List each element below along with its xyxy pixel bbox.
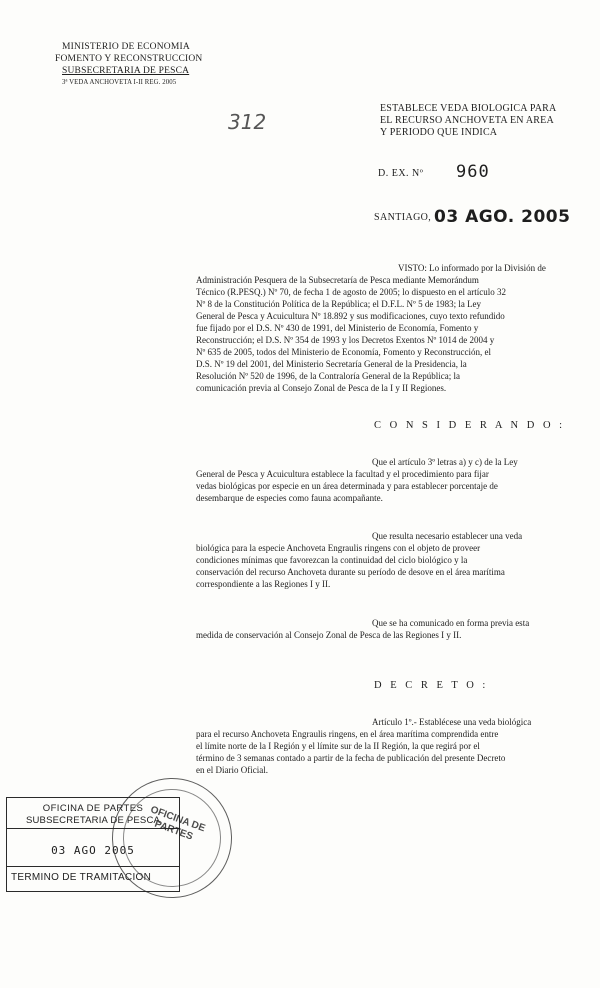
- decreto-line: el límite norte de la I Región y el límite sur de la II Región, la que regirá por el: [196, 741, 480, 751]
- decreto-line: Artículo 1º.- Establécese una veda biológica: [372, 717, 532, 727]
- considerando-paragraph-2: [196, 530, 548, 590]
- ministry-subtitle: FOMENTO Y RECONSTRUCCION: [55, 54, 203, 64]
- visto-line: Nº 635 de 2005, todos del Ministerio de Economía, Fomento y Reconstrucción, el: [196, 347, 491, 357]
- decree-number: 960: [456, 162, 490, 182]
- visto-line: VISTO: Lo informado por la División de: [398, 263, 546, 273]
- title-line-1: ESTABLECE VEDA BIOLOGICA PARA: [380, 103, 557, 114]
- seal-text: OFICINA DE PARTES: [148, 804, 207, 843]
- considerando-paragraph-1: [196, 456, 548, 504]
- visto-line: General de Pesca y Acuicultura Nº 18.892 y sus modificaciones, cuyo texto refundido: [196, 311, 505, 321]
- decree-date: 03 AGO. 2005: [434, 207, 571, 227]
- visto-line: Administración Pesquera de la Subsecretaría de Pesca mediante Memorándum: [196, 275, 479, 285]
- decreto-paragraph: [196, 716, 548, 776]
- considerando-line: correspondiente a las Regiones I y II.: [196, 579, 331, 589]
- decree-label: D. EX. Nº: [378, 168, 424, 179]
- stamp-termino: TERMINO DE TRAMITACION: [11, 872, 152, 883]
- visto-line: Resolución Nº 520 de 1996, de la Contraloría General de la República; la: [196, 371, 460, 381]
- considerando-line: medida de conservación al Consejo Zonal de Pesca de las Regiones I y II.: [196, 630, 462, 640]
- decreto-line: en el Diario Oficial.: [196, 765, 268, 775]
- considerando-line: vedas biológicas por especie en un área determinada y para establecer porcentaje de: [196, 481, 498, 491]
- title-line-2: EL RECURSO ANCHOVETA EN AREA: [380, 115, 554, 126]
- title-line-3: Y PERIODO QUE INDICA: [380, 127, 498, 138]
- stamp-subsecretaria: SUBSECRETARIA DE PESCA: [25, 815, 161, 826]
- visto-line: D.S. Nº 19 del 2001, del Ministerio Secretaría General de la Presidencia, la: [196, 359, 467, 369]
- subsecretaria-name: SUBSECRETARIA DE PESCA: [62, 66, 190, 76]
- considerando-line: Que resulta necesario establecer una veda: [372, 531, 523, 541]
- ministry-name: MINISTERIO DE ECONOMIA: [62, 42, 190, 52]
- considerando-paragraph-3: [196, 617, 548, 641]
- visto-line: Reconstrucción; el D.S. Nº 354 de 1993 y los Decretos Exentos Nº 1014 de 2004 y: [196, 335, 495, 345]
- considerando-line: desembarque de especies como fauna acompañante.: [196, 493, 383, 503]
- considerando-line: General de Pesca y Acuicultura establece la facultad y el procedimiento para fijar: [196, 469, 489, 479]
- considerando-line: Que se ha comunicado en forma previa esta: [372, 618, 530, 628]
- considerando-line: biológica para la especie Anchoveta Engraulis ringens con el objeto de proveer: [196, 543, 481, 553]
- visto-paragraph: [196, 262, 548, 394]
- decree-city: SANTIAGO,: [374, 212, 432, 223]
- handwritten-number: 312: [228, 110, 267, 134]
- visto-line: Técnico (R.PESQ.) Nº 70, de fecha 1 de agosto de 2005; lo dispuesto en el artículo 32: [196, 287, 506, 297]
- visto-line: fue fijado por el D.S. Nº 430 de 1991, del Ministerio de Economía, Fomento y: [196, 323, 479, 333]
- decreto-line: término de 3 semanas contado a partir de la fecha de publicación del presente Decreto: [196, 753, 506, 763]
- visto-line: Nº 8 de la Constitución Política de la República; el D.F.L. Nº 5 de 1983; la Ley: [196, 299, 482, 309]
- stamp-date: 03 AGO 2005: [51, 844, 135, 857]
- stamp-office: OFICINA DE PARTES: [42, 803, 144, 814]
- considerando-line: Que el artículo 3º letras a) y c) de la Ley: [372, 457, 518, 467]
- reference-code: 3ª VEDA ANCHOVETA I-II REG. 2005: [62, 79, 177, 86]
- considerando-line: conservación del recurso Anchoveta durante su período de desove en el área marítima: [196, 567, 505, 577]
- considerando-heading: C O N S I D E R A N D O :: [374, 420, 566, 431]
- considerando-line: condiciones mínimas que favorezcan la continuidad del ciclo biológico y la: [196, 555, 468, 565]
- decreto-line: para el recurso Anchoveta Engraulis ringens, en el área marítima comprendida entre: [196, 729, 499, 739]
- decreto-heading: D E C R E T O :: [374, 680, 489, 691]
- visto-line: comunicación previa al Consejo Zonal de Pesca de la I y II Regiones.: [196, 383, 447, 393]
